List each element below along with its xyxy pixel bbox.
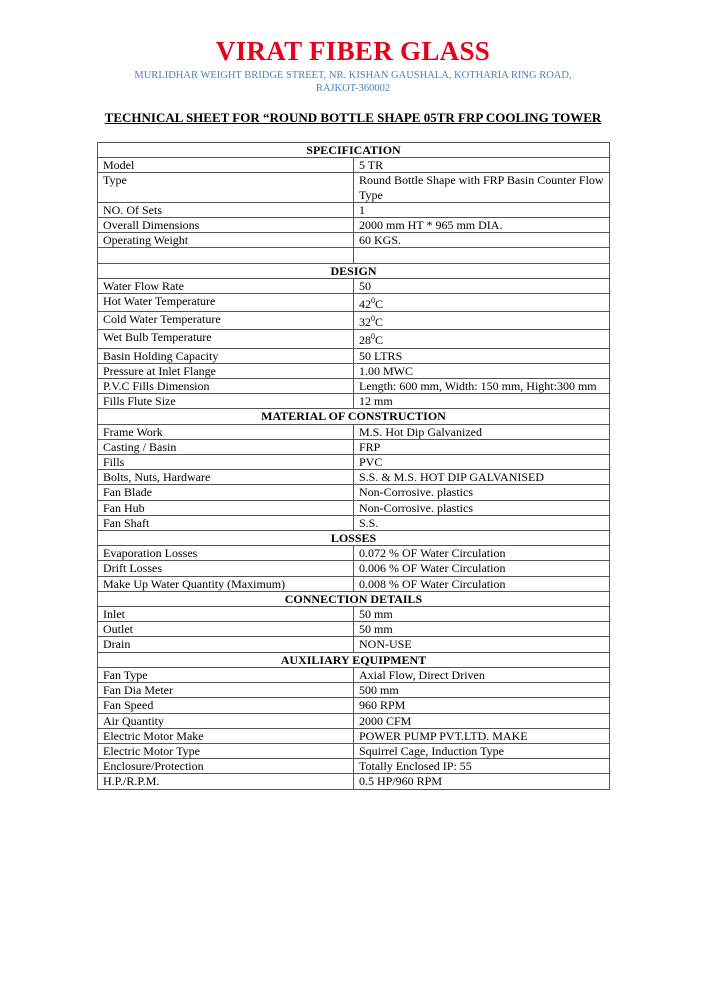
row-label: Fan Dia Meter xyxy=(98,683,354,698)
row-value xyxy=(354,294,610,312)
degree-superscript: 0 xyxy=(371,332,375,342)
table-row xyxy=(98,485,610,500)
section-heading: CONNECTION DETAILS xyxy=(98,591,610,606)
row-value-text: Axial Flow, Direct Driven xyxy=(359,667,485,682)
row-value-text: NON-USE xyxy=(359,637,412,652)
row-value xyxy=(354,439,610,454)
section-heading: AUXILIARY EQUIPMENT xyxy=(98,652,610,667)
technical-spec-table xyxy=(97,142,610,790)
section-heading: MATERIAL OF CONSTRUCTION xyxy=(98,409,610,424)
table-row xyxy=(98,774,610,789)
table-row xyxy=(98,667,610,682)
row-value xyxy=(354,713,610,728)
row-label: Casting / Basin xyxy=(98,439,354,454)
section-header-row xyxy=(98,409,610,424)
row-value xyxy=(354,470,610,485)
table-row xyxy=(98,312,610,330)
row-value-text: Round Bottle Shape with FRP Basin Counter Flow Type xyxy=(359,173,604,202)
row-value xyxy=(354,546,610,561)
row-label: Fan Shaft xyxy=(98,515,354,530)
row-value-text: 0.006 % OF Water Circulation xyxy=(359,561,506,576)
row-value xyxy=(354,515,610,530)
row-label: Wet Bulb Temperature xyxy=(98,330,354,348)
row-value xyxy=(354,607,610,622)
row-value xyxy=(354,576,610,591)
table-row xyxy=(98,394,610,409)
row-value-text: Non-Corrosive. plastics xyxy=(359,485,473,500)
sheet-title: TECHNICAL SHEET FOR “ROUND BOTTLE SHAPE 05TR FRP COOLING TOWER xyxy=(104,110,602,125)
row-value xyxy=(354,485,610,500)
row-value-text: 50 LTRS xyxy=(359,348,403,363)
table-row xyxy=(98,759,610,774)
row-value-text: Length: 600 mm, Width: 150 mm, Hight:300 mm xyxy=(359,379,597,394)
row-value-text: 2000 CFM xyxy=(359,713,412,728)
table-row xyxy=(98,683,610,698)
table-row xyxy=(98,278,610,293)
row-label: Fills xyxy=(98,455,354,470)
row-value xyxy=(354,637,610,652)
blank-cell xyxy=(98,248,354,263)
row-value xyxy=(354,455,610,470)
row-value-text: 5 TR xyxy=(359,158,384,173)
row-value-text: 28 xyxy=(359,333,371,348)
row-value-text: Non-Corrosive. plastics xyxy=(359,500,473,515)
table-row xyxy=(98,348,610,363)
row-label: Hot Water Temperature xyxy=(98,294,354,312)
row-label: Fan Type xyxy=(98,667,354,682)
row-label: Cold Water Temperature xyxy=(98,312,354,330)
row-value xyxy=(354,202,610,217)
row-value xyxy=(354,312,610,330)
unit-suffix: C xyxy=(375,297,384,312)
blank-row xyxy=(98,248,610,263)
row-label: Fan Hub xyxy=(98,500,354,515)
table-row xyxy=(98,158,610,173)
row-value xyxy=(354,500,610,515)
row-value-text: 12 mm xyxy=(359,394,393,409)
row-label: Drift Losses xyxy=(98,561,354,576)
row-label: Overall Dimensions xyxy=(98,218,354,233)
row-label: Make Up Water Quantity (Maximum) xyxy=(98,576,354,591)
table-row xyxy=(98,743,610,758)
row-value-text: M.S. Hot Dip Galvanized xyxy=(359,424,482,439)
company-name: VIRAT FIBER GLASS xyxy=(215,36,491,66)
table-row xyxy=(98,698,610,713)
row-label: Fan Speed xyxy=(98,698,354,713)
row-value xyxy=(354,728,610,743)
row-value xyxy=(354,667,610,682)
row-value-text: FRP xyxy=(359,439,381,454)
table-row xyxy=(98,500,610,515)
table-row xyxy=(98,233,610,248)
address-line-1: MURLIDHAR WEIGHT BRIDGE STREET, NR. KISHAN GAUSHALA, KOTHARIA RING ROAD, xyxy=(134,70,572,81)
row-value-text: 50 mm xyxy=(359,607,393,622)
table-row xyxy=(98,218,610,233)
row-label: Pressure at Inlet Flange xyxy=(98,363,354,378)
table-row xyxy=(98,728,610,743)
row-label: Enclosure/Protection xyxy=(98,759,354,774)
table-row xyxy=(98,439,610,454)
row-label: Frame Work xyxy=(98,424,354,439)
row-value-text: 50 mm xyxy=(359,622,393,637)
table-row xyxy=(98,576,610,591)
degree-superscript: 0 xyxy=(371,296,375,306)
row-value-text: 42 xyxy=(359,297,371,312)
row-value xyxy=(354,379,610,394)
table-row xyxy=(98,173,610,202)
section-header-row xyxy=(98,531,610,546)
table-row xyxy=(98,546,610,561)
row-value-text: 1.00 MWC xyxy=(359,363,413,378)
row-value-text: Squirrel Cage, Induction Type xyxy=(359,743,504,758)
blank-cell xyxy=(354,248,610,263)
row-label: NO. Of Sets xyxy=(98,202,354,217)
row-value-text: 0.072 % OF Water Circulation xyxy=(359,546,506,561)
unit-suffix: C xyxy=(375,333,384,348)
row-label: Outlet xyxy=(98,622,354,637)
row-value-text: PVC xyxy=(359,455,383,470)
table-row xyxy=(98,622,610,637)
row-value-text: Totally Enclosed IP: 55 xyxy=(359,759,472,774)
section-heading: LOSSES xyxy=(98,531,610,546)
row-value-text: 50 xyxy=(359,278,371,293)
table-row xyxy=(98,515,610,530)
table-row xyxy=(98,637,610,652)
row-value xyxy=(354,561,610,576)
row-label: H.P./R.P.M. xyxy=(98,774,354,789)
table-row xyxy=(98,561,610,576)
row-value xyxy=(354,759,610,774)
table-row xyxy=(98,713,610,728)
spec-table-body xyxy=(98,143,610,790)
row-label: Basin Holding Capacity xyxy=(98,348,354,363)
row-value-text: POWER PUMP PVT.LTD. MAKE xyxy=(359,728,528,743)
table-row xyxy=(98,470,610,485)
table-row xyxy=(98,363,610,378)
degree-superscript: 0 xyxy=(371,314,375,324)
row-value-text: S.S. xyxy=(359,515,379,530)
row-label: Inlet xyxy=(98,607,354,622)
table-row xyxy=(98,455,610,470)
row-value-text: 1 xyxy=(359,202,365,217)
row-label: Water Flow Rate xyxy=(98,278,354,293)
row-value-text: 2000 mm HT * 965 mm DIA. xyxy=(359,218,503,233)
table-row xyxy=(98,330,610,348)
row-label: Electric Motor Type xyxy=(98,743,354,758)
row-value xyxy=(354,233,610,248)
row-value-text: 0.008 % OF Water Circulation xyxy=(359,576,506,591)
row-value xyxy=(354,424,610,439)
row-value xyxy=(354,330,610,348)
row-value xyxy=(354,363,610,378)
row-label: Type xyxy=(98,173,354,202)
section-heading: DESIGN xyxy=(98,263,610,278)
row-label: Drain xyxy=(98,637,354,652)
row-value-text: 500 mm xyxy=(359,683,399,698)
row-label: P.V.C Fills Dimension xyxy=(98,379,354,394)
row-value xyxy=(354,394,610,409)
row-value-text: 60 KGS. xyxy=(359,233,402,248)
row-value xyxy=(354,683,610,698)
row-value xyxy=(354,278,610,293)
section-header-row xyxy=(98,652,610,667)
table-row xyxy=(98,379,610,394)
section-header-row xyxy=(98,263,610,278)
unit-suffix: C xyxy=(375,315,384,330)
row-value-text: S.S. & M.S. HOT DIP GALVANISED xyxy=(359,470,545,485)
row-label: Fills Flute Size xyxy=(98,394,354,409)
row-value xyxy=(354,218,610,233)
row-value-text: 32 xyxy=(359,315,371,330)
row-label: Fan Blade xyxy=(98,485,354,500)
table-row xyxy=(98,424,610,439)
section-header-row xyxy=(98,591,610,606)
row-value-text: 960 RPM xyxy=(359,698,406,713)
row-label: Air Quantity xyxy=(98,713,354,728)
row-value xyxy=(354,774,610,789)
row-value xyxy=(354,173,610,202)
company-address xyxy=(120,69,586,95)
row-value-text: 0.5 HP/960 RPM xyxy=(359,774,443,789)
row-value xyxy=(354,622,610,637)
row-label: Model xyxy=(98,158,354,173)
address-line-2: RAJKOT-360002 xyxy=(315,83,391,94)
row-label: Bolts, Nuts, Hardware xyxy=(98,470,354,485)
row-label: Operating Weight xyxy=(98,233,354,248)
row-label: Evaporation Losses xyxy=(98,546,354,561)
row-value xyxy=(354,743,610,758)
table-row xyxy=(98,202,610,217)
row-value xyxy=(354,348,610,363)
table-row xyxy=(98,607,610,622)
table-row xyxy=(98,294,610,312)
section-header-row xyxy=(98,143,610,158)
row-value xyxy=(354,158,610,173)
row-label: Electric Motor Make xyxy=(98,728,354,743)
row-value xyxy=(354,698,610,713)
section-heading: SPECIFICATION xyxy=(98,143,610,158)
